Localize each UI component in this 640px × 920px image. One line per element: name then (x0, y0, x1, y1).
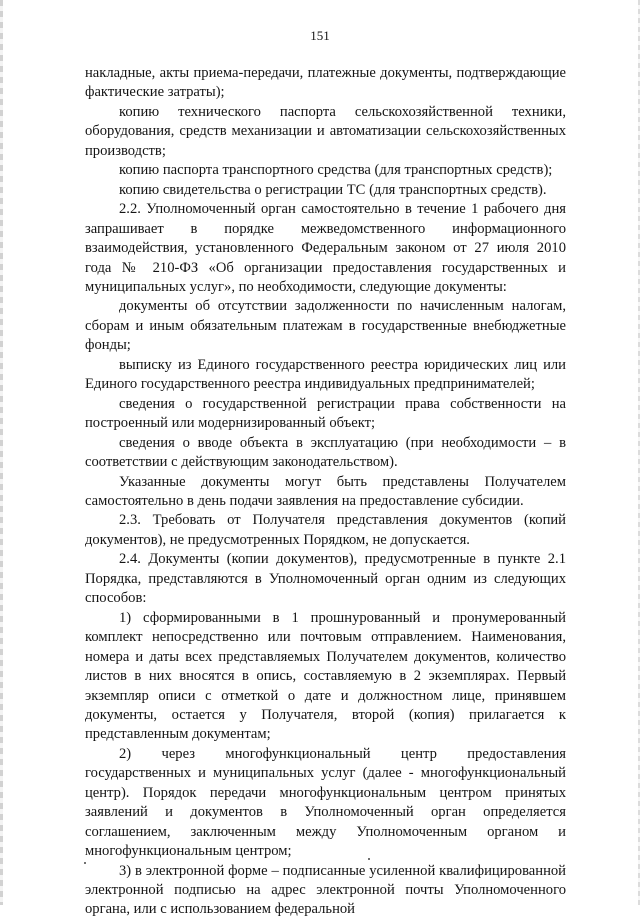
paragraph: копию свидетельства о регистрации ТС (для транспортных средств). (119, 181, 547, 198)
page-number: 151 (310, 28, 330, 43)
scan-speck (84, 862, 86, 864)
paragraph: выписку из Единого государственного реестра юридических лиц или Единого государственного реестра индивидуальных предпринимателей; (85, 356, 566, 393)
paragraph: 2) через многофункциональный центр предоставления государственных и муниципальных услуг (далее - многофункциональный центр). Порядок передачи многофункциональным центром принятых заявлений и документов в Уполномоченный орган определяется соглашением, заключенным между Уполномоченным органом и многофункциональным центром; (85, 745, 566, 860)
paragraph: 3) в электронной форме – подписанные усиленной квалифицированной электронной подписью на адрес электронной почты Уполномоченного органа, или с использованием федеральной (85, 862, 566, 918)
paragraph: Указанные документы могут быть представлены Получателем самостоятельно в день подачи заявления на предоставление субсидии. (85, 473, 566, 509)
scan-edge-left (0, 0, 3, 905)
paragraph: накладные, акты приема-передачи, платежные документы, подтверждающие фактические затраты); (85, 65, 566, 101)
paragraph: 2.4. Документы (копии документов), предусмотренные в пункте 2.1 Порядка, представляются в Уполномоченный орган одним из следующих способов: (85, 551, 566, 607)
paragraph: сведения о вводе объекта в эксплуатацию (при необходимости – в соответствии с действующим законодательством). (85, 434, 566, 471)
paragraph: копию паспорта транспортного средства (для транспортных средств); (119, 162, 553, 179)
paragraph: копию технического паспорта сельскохозяйственной техники, оборудования, средств механизации и автоматизации сельскохозяйственных производств; (85, 103, 566, 159)
paragraph: 2.2. Уполномоченный орган самостоятельно в течение 1 рабочего дня запрашивает в порядке межведомственного информационного взаимодействия, установленного Федеральным законом от 27 июля 2010 года № 210-ФЗ «Об организации предоставления государственных и муниципальных услуг», по необходимости, следующие документы: (85, 201, 566, 295)
paragraph: 1) сформированными в 1 прошнурованный и пронумерованный комплект непосредственно или почтовым отправлением. Наименования, номера и даты всех представляемых Получателем документов, количество листов в них вносятся в опись, составляемую в 2 экземплярах. Первый экземпляр описи с отметкой о дате и должностном лице, принявшем документы, остается у Получателя, второй (копия) прилагается к представленным документам; (85, 609, 566, 743)
paragraph: документы об отсутствии задолженности по начисленным налогам, сборам и иным обязательным платежам в государственные внебюджетные фонды; (85, 298, 566, 354)
paragraph: сведения о государственной регистрации права собственности на построенный или модернизированный объект; (85, 395, 566, 432)
scan-speck (368, 858, 370, 860)
document-body (85, 64, 566, 920)
paragraph: 2.3. Требовать от Получателя представления документов (копий документов), не предусмотренных Порядком, не допускается. (85, 512, 566, 548)
